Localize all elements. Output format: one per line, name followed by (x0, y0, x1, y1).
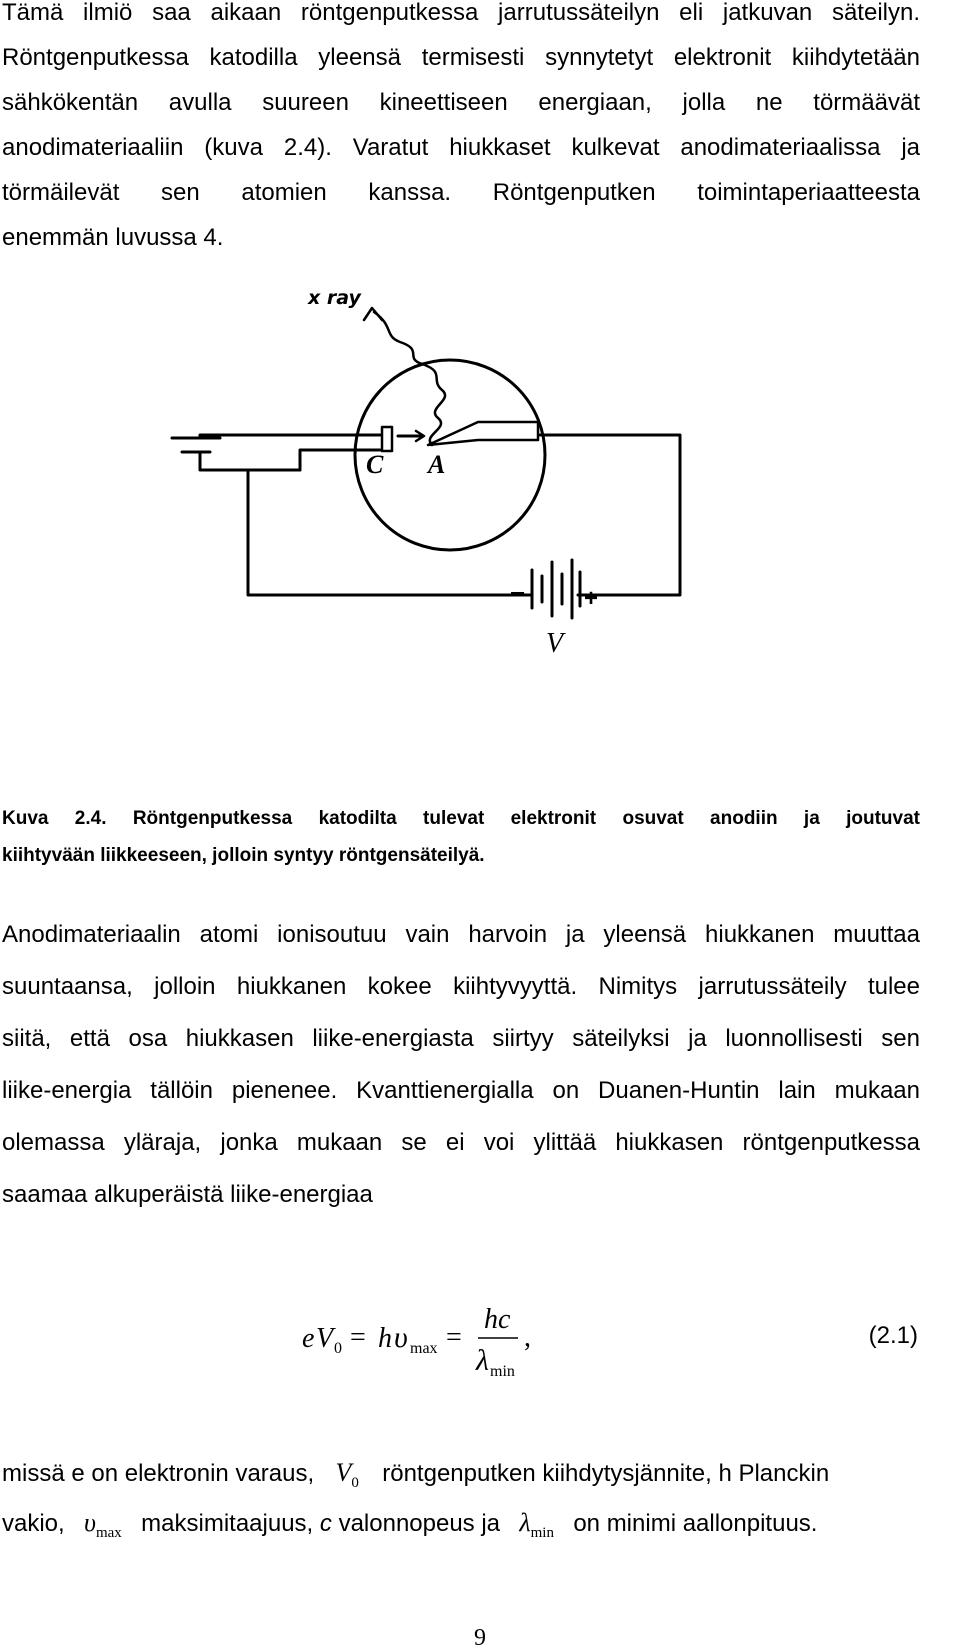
eq-V: V (316, 1323, 334, 1354)
wire-cathode (200, 450, 380, 470)
var-lambda-sub: min (530, 1525, 554, 1541)
voltage-label: V (546, 628, 564, 659)
text-line: Anodimateriaalin atomi ionisoutuu vain harvoin ja yleensä hiukkanen muuttaa (2, 921, 920, 948)
wire-anode (540, 435, 680, 595)
text-line: siitä, että osa hiukkasen liike-energiasta siirtyy säteilyksi ja luonnollisesti sen (2, 1025, 920, 1052)
eq-comma: , (524, 1322, 531, 1353)
var-V-sub: 0 (351, 1475, 359, 1491)
text-line: Röntgenputkessa katodilla yleensä termisesti synnytetyt elektronit kiihdytetään (2, 44, 920, 71)
eq-h: h (378, 1323, 392, 1354)
definition-line (2, 1498, 920, 1548)
equation-number: (2.1) (868, 1322, 918, 1349)
eq-sub-min: min (490, 1363, 515, 1380)
def-text: valonnopeus ja (338, 1510, 501, 1537)
eq-nu: υ (394, 1321, 408, 1354)
xray-label: x ray (308, 290, 361, 309)
anode-label: A (428, 450, 446, 479)
def-text: on minimi aallonpituus. (573, 1510, 818, 1537)
def-text: missä e on elektronin varaus, (2, 1460, 315, 1487)
var-nu-sub: max (95, 1525, 122, 1541)
eq-lambda: λ (476, 1344, 489, 1377)
anode (428, 422, 538, 445)
wire-top (200, 435, 380, 438)
text-line: anodimateriaaliin (kuva 2.4). Varatut hiukkaset kulkevat anodimateriaalissa ja (2, 134, 920, 161)
text-line: saamaa alkuperäistä liike-energiaa (2, 1181, 373, 1208)
var-lambda: λ (519, 1508, 531, 1537)
def-text: röntgenputken kiihdytysjännite, h Planckin (382, 1460, 830, 1487)
text-line: sähkökentän avulla suureen kineettiseen energiaan, jolla ne törmäävät (2, 89, 920, 116)
body-paragraph (2, 909, 920, 1221)
text-line: suuntaansa, jolloin hiukkanen kokee kiihtyvyyttä. Nimitys jarrutussäteily tulee (2, 973, 920, 1000)
var-c: c (319, 1510, 332, 1537)
definition-line (2, 1448, 920, 1498)
wire-bottom (248, 470, 532, 595)
xray-wave (374, 312, 445, 445)
caption-line: kiihtyvään liikkeeseen, jolloin syntyy röntgensäteilyä. (2, 845, 485, 866)
def-text: vakio, (2, 1510, 65, 1537)
text-line: liike-energia tällöin pienenee. Kvanttienergialla on Duanen-Huntin lain mukaan (2, 1077, 920, 1104)
def-text: maksimitaajuus, (141, 1510, 314, 1537)
var-V: V (335, 1458, 352, 1487)
intro-paragraph (2, 0, 920, 260)
eq-sub-0: 0 (334, 1340, 342, 1357)
eq-e: e (302, 1323, 315, 1354)
text-line: törmäilevät sen atomien kanssa. Röntgenputken toimintaperiaatteesta (2, 179, 920, 206)
cathode-block (382, 427, 392, 451)
eq-equals-1: = (350, 1322, 366, 1353)
tube-envelope (355, 360, 545, 550)
cathode-label: C (366, 450, 384, 479)
eq-equals-2: = (446, 1322, 462, 1353)
plus-label: + (584, 585, 599, 612)
eq-sub-max: max (410, 1340, 438, 1357)
page-number: 9 (474, 1625, 486, 1651)
xray-tube-diagram (160, 290, 720, 670)
equation-duane-hunt (0, 1300, 960, 1380)
xray-arrowhead (364, 308, 382, 320)
eq-numerator: hc (484, 1304, 511, 1335)
text-line: Tämä ilmiö saa aikaan röntgenputkessa jarrutussäteilyn eli jatkuvan säteilyn. (2, 0, 920, 26)
figure-caption (2, 800, 920, 874)
text-line: enemmän luvussa 4. (2, 224, 224, 251)
caption-line: Kuva 2.4. Röntgenputkessa katodilta tulevat elektronit osuvat anodiin ja joutuvat (2, 808, 920, 829)
text-line: olemassa yläraja, jonka mukaan se ei voi ylittää hiukkasen röntgenputkessa (2, 1129, 920, 1156)
var-nu: υ (84, 1508, 96, 1537)
minus-label: − (510, 578, 526, 608)
variable-definitions (2, 1448, 920, 1548)
